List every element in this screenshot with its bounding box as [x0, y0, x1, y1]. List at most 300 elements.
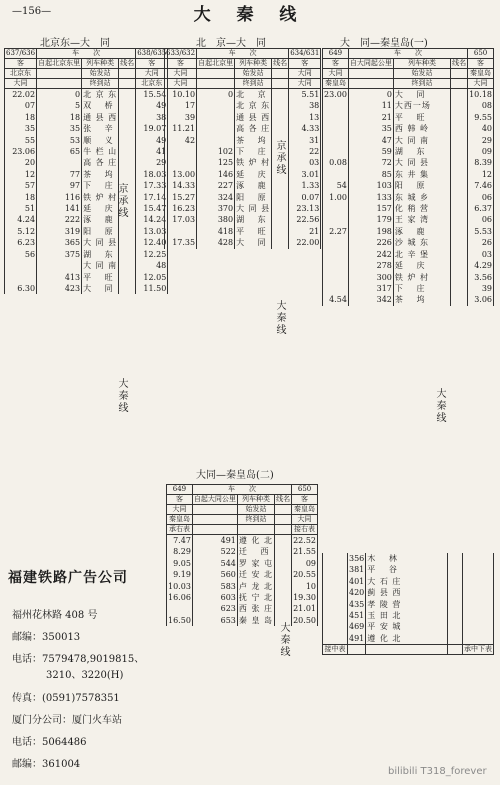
header-dest: 大同 — [165, 79, 197, 89]
time-down — [323, 135, 349, 146]
table-row — [5, 123, 168, 134]
ad-fax: 传真：(0591)7578351 — [12, 693, 120, 704]
time-up: 13 — [289, 112, 321, 123]
train-number-left: 649 — [167, 485, 193, 495]
station: 孝 陵 营 — [366, 599, 448, 610]
km: 0 — [37, 89, 82, 101]
table-row — [323, 146, 494, 157]
table-row — [323, 100, 494, 111]
route — [451, 203, 468, 214]
route-label-jingcheng: 京承线 — [274, 140, 285, 176]
station: 阳 原 — [393, 180, 450, 191]
time-down — [165, 146, 197, 157]
train-header: 车 次 — [37, 49, 136, 59]
station: 平 旺 — [82, 272, 119, 283]
station: 大 同 南 — [83, 261, 118, 271]
station: 双 桥 — [82, 100, 119, 111]
km: 179 — [348, 214, 393, 225]
table-row — [167, 558, 318, 569]
table-row — [167, 535, 318, 547]
route — [275, 558, 292, 569]
timetable-beijing-datong — [164, 48, 321, 249]
route — [119, 260, 136, 271]
table-row — [165, 169, 321, 180]
route — [119, 169, 136, 180]
time-down: 56 — [5, 249, 37, 260]
timetable-beijingdong-datong — [4, 48, 168, 294]
table-row — [323, 169, 494, 180]
time-up: 14.24 — [136, 214, 168, 225]
time-down — [323, 203, 349, 214]
table-row — [323, 599, 494, 610]
km: 11 — [348, 100, 393, 111]
route — [448, 564, 463, 575]
table-row — [167, 592, 318, 603]
time-up: 4.29 — [468, 260, 494, 271]
time-down: 16.23 — [165, 203, 197, 214]
station: 大 同 县 — [393, 157, 450, 168]
km: 5 — [37, 100, 82, 111]
train-number-left: 649 — [323, 49, 349, 59]
train-header: 车 次 — [197, 49, 289, 59]
route — [272, 112, 289, 123]
header-start: 始发站 — [237, 505, 274, 515]
time-up: 26 — [468, 237, 494, 248]
page-number: —156— — [12, 6, 52, 17]
station: 大 同 南 — [393, 135, 450, 146]
time-up: 19.30 — [293, 593, 316, 603]
time-down: 16.50 — [168, 615, 191, 625]
km: 583 — [192, 581, 237, 592]
section-title-4: 大同—秦皇岛(二) — [196, 470, 274, 481]
station: 下 庄 — [393, 283, 450, 294]
station: 大 同 县 — [83, 238, 118, 248]
time-down: 12 — [5, 169, 37, 180]
time-up: 39 — [468, 283, 494, 294]
header-origin: 大同 — [136, 69, 168, 79]
time-down: 20 — [5, 157, 37, 168]
route — [119, 135, 136, 146]
time-up: 03 — [468, 249, 494, 260]
time-up: 3.56 — [468, 272, 494, 283]
table-row — [5, 180, 168, 191]
station: 玉 田 北 — [366, 610, 448, 621]
station: 北 京 东 — [236, 101, 271, 111]
km: 97 — [37, 180, 82, 191]
time-down — [323, 100, 349, 111]
time-down: 23.00 — [324, 90, 347, 99]
route — [275, 581, 292, 592]
route — [119, 123, 136, 134]
station: 迁 安 北 — [238, 570, 273, 580]
time-up: 23.13 — [289, 203, 321, 214]
route — [119, 249, 136, 260]
route — [451, 146, 468, 157]
station: 高 各 庄 — [236, 124, 271, 134]
route — [119, 272, 136, 283]
time-down — [323, 564, 348, 575]
train-header: 车 次 — [192, 485, 291, 495]
route — [451, 226, 468, 237]
km: 370 — [197, 203, 235, 214]
time-up: 49 — [136, 100, 168, 111]
time-down — [323, 283, 349, 294]
km — [37, 157, 82, 168]
table-row — [5, 192, 168, 203]
km: 435 — [349, 599, 365, 609]
header-origin: 秦皇岛 — [292, 505, 318, 515]
time-up — [463, 633, 494, 645]
time-down: 10.03 — [168, 581, 191, 591]
route-label-daqin: 大秦线 — [278, 622, 289, 658]
time-up: 18.03 — [136, 169, 168, 180]
time-down: 4.54 — [323, 294, 349, 305]
km: 125 — [197, 157, 235, 168]
time-up: 5.51 — [289, 89, 321, 101]
station: 下 庄 — [82, 180, 119, 191]
station: 化 稍 营 — [393, 203, 450, 214]
time-down — [323, 576, 348, 587]
station: 平 旺 — [235, 226, 272, 237]
station: 通 县 西 — [236, 112, 271, 122]
time-up: 41 — [136, 146, 168, 157]
time-down — [323, 249, 349, 260]
time-up: 21.55 — [293, 547, 316, 557]
header-origin: 秦皇岛 — [468, 69, 494, 79]
header-origin: 大同 — [323, 69, 349, 79]
time-down — [323, 610, 348, 621]
station: 大 石 庄 — [366, 576, 448, 587]
station: 迁 西 — [237, 546, 274, 557]
time-up: 06 — [468, 192, 494, 203]
continuation-note: 接中表 — [324, 645, 346, 654]
time-up: 08 — [468, 100, 494, 111]
km: 21 — [348, 112, 393, 123]
km: 146 — [197, 169, 235, 180]
time-up: 5.53 — [468, 226, 494, 237]
km: 103 — [348, 180, 393, 191]
km: 418 — [197, 226, 235, 237]
station: 遵 化 北 — [366, 633, 448, 645]
km: 324 — [197, 192, 235, 203]
route — [448, 576, 463, 587]
route — [119, 89, 136, 101]
time-up: 49 — [136, 135, 168, 146]
km: 603 — [192, 592, 237, 603]
station: 阳 原 — [235, 192, 272, 203]
header-start: 始发站 — [82, 69, 119, 79]
route — [451, 135, 468, 146]
table-row — [323, 237, 494, 248]
table-row — [323, 260, 494, 271]
station: 延 庆 — [393, 260, 450, 271]
table-row — [323, 135, 494, 146]
train-number-right: 650 — [292, 485, 318, 495]
time-down: 0.08 — [323, 157, 349, 168]
station: 沙 城 东 — [393, 237, 450, 248]
time-down — [165, 157, 197, 168]
table-row — [167, 603, 318, 614]
header-dest: 大同 — [5, 79, 37, 89]
header-line: 线名 — [276, 495, 291, 503]
watermark: bilibili T318_forever — [388, 766, 487, 777]
km: 65 — [37, 146, 82, 157]
table-row — [323, 633, 494, 645]
time-up: 29 — [136, 157, 168, 168]
km: 401 — [349, 576, 365, 586]
table-row — [165, 214, 321, 225]
km: 278 — [348, 260, 393, 271]
table-row — [323, 610, 494, 621]
station: 铁 炉 村 — [236, 158, 271, 168]
time-up: 21.01 — [293, 604, 316, 614]
time-up: 20.55 — [293, 570, 316, 580]
header-origin: 大同 — [165, 69, 197, 79]
route — [272, 180, 289, 191]
time-down: 16.06 — [168, 593, 191, 603]
time-up: 48 — [136, 260, 168, 271]
time-down: 39 — [165, 112, 197, 123]
time-down: 5.12 — [5, 226, 37, 237]
time-down: 8.29 — [167, 546, 193, 557]
header-start: 始发站 — [235, 69, 272, 79]
time-down: 51 — [5, 203, 37, 214]
station: 抚 宁 北 — [238, 593, 273, 603]
time-down: 15.27 — [165, 192, 197, 203]
time-down: 35 — [5, 123, 37, 134]
time-down — [323, 112, 349, 123]
time-up: 10 — [292, 581, 318, 592]
table-row — [165, 112, 321, 123]
route — [451, 249, 468, 260]
table-row — [323, 283, 494, 294]
station: 木 林 — [366, 553, 448, 564]
time-down — [323, 169, 349, 180]
header-end: 终到站 — [235, 79, 272, 89]
table-row — [165, 203, 321, 214]
table-row — [165, 89, 321, 101]
table-row — [165, 123, 321, 134]
table-row — [165, 237, 321, 248]
table-row — [323, 621, 494, 632]
table-row — [323, 564, 494, 575]
time-down — [323, 214, 349, 225]
time-down: 2.27 — [323, 226, 349, 237]
table-row — [323, 203, 494, 214]
station: 北 京 东 — [83, 90, 118, 99]
time-down: 23.06 — [5, 146, 37, 157]
time-down: 4.24 — [5, 214, 37, 225]
table-row — [323, 226, 494, 237]
time-down: 9.19 — [167, 569, 193, 580]
header-line: 线名 — [273, 59, 288, 67]
time-down: 1.00 — [323, 192, 349, 203]
header-start: 始发站 — [393, 69, 450, 79]
route — [275, 569, 292, 580]
route — [119, 237, 136, 248]
km: 428 — [197, 237, 235, 248]
header-passenger: 客 — [5, 59, 37, 69]
time-up: 3.06 — [468, 294, 494, 305]
time-up: 9.55 — [468, 112, 494, 123]
time-down — [323, 599, 348, 610]
km: 522 — [192, 546, 237, 557]
station: 大 同 县 — [236, 204, 271, 214]
station: 高 各 庄 — [83, 158, 118, 168]
route-label-jingcheng: 京承线 — [116, 183, 127, 219]
km: 356 — [349, 554, 365, 563]
route — [272, 237, 289, 248]
time-up: 22.00 — [289, 237, 321, 248]
header-km: 自起北京东里 — [38, 59, 81, 67]
route — [451, 100, 468, 111]
route — [275, 546, 292, 557]
table-row — [165, 226, 321, 237]
route — [451, 89, 468, 101]
table-row — [5, 249, 168, 260]
time-up: 09 — [292, 558, 318, 569]
time-down — [323, 146, 349, 157]
km: 413 — [37, 272, 82, 283]
route — [272, 123, 289, 134]
table-row — [323, 214, 494, 225]
km: 317 — [348, 283, 393, 294]
time-down — [323, 272, 349, 283]
route — [451, 123, 468, 134]
time-down — [323, 237, 349, 248]
table-row — [323, 180, 494, 191]
km: 381 — [349, 565, 365, 575]
header-line: 线名 — [452, 59, 467, 67]
time-down: 18 — [5, 192, 37, 203]
header-passenger: 客 — [136, 59, 168, 69]
table-row — [323, 553, 494, 564]
time-down — [5, 260, 37, 271]
table-row — [5, 135, 168, 146]
ad-phone-extra: 3210、3220(H) — [46, 670, 124, 681]
train-number-left: 633/632 — [166, 49, 196, 57]
route — [451, 157, 468, 168]
route — [451, 169, 468, 180]
time-down: 22.02 — [5, 89, 37, 101]
route — [272, 226, 289, 237]
table-row — [5, 100, 168, 111]
time-up: 11.50 — [136, 283, 168, 294]
km: 102 — [197, 146, 235, 157]
time-up — [463, 599, 494, 610]
table-row — [165, 157, 321, 168]
station: 东 井 集 — [393, 169, 450, 180]
table-row — [5, 157, 168, 168]
time-down: 9.05 — [167, 558, 193, 569]
route — [119, 112, 136, 123]
route — [448, 599, 463, 610]
time-up: 12.25 — [136, 249, 168, 260]
station: 蓟 县 西 — [366, 587, 448, 598]
table-row — [167, 615, 318, 626]
table-row — [167, 581, 318, 592]
km: 226 — [348, 237, 393, 248]
station: 平 旺 — [393, 112, 450, 123]
km: 18 — [37, 112, 82, 123]
km: 0 — [197, 89, 235, 101]
ad-address: 福州花林路 408 号 — [12, 610, 98, 621]
route — [119, 226, 136, 237]
time-up — [463, 610, 494, 621]
time-up — [463, 553, 494, 564]
route — [275, 592, 292, 603]
km: 653 — [192, 615, 237, 626]
time-up: 38 — [136, 112, 168, 123]
time-up — [463, 576, 494, 587]
header-dest: 大同 — [468, 79, 494, 89]
table-row — [167, 546, 318, 557]
header-type: 列车种类 — [235, 59, 272, 69]
header-dest: 大同 — [289, 79, 321, 89]
time-up: 10.18 — [469, 90, 492, 99]
station: 大 同 — [235, 237, 272, 248]
time-up: 03 — [289, 157, 321, 168]
station: 茶 坞 — [82, 169, 119, 180]
station: 平 安 城 — [366, 621, 448, 632]
km: 85 — [348, 169, 393, 180]
route — [119, 146, 136, 157]
km: 116 — [37, 192, 82, 203]
time-down: 6.30 — [5, 283, 37, 294]
km: 544 — [192, 558, 237, 569]
station: 湖 东 — [235, 214, 272, 225]
route-label-daqin: 大秦线 — [274, 300, 285, 336]
header-passenger: 客 — [292, 495, 318, 505]
time-up: 38 — [289, 100, 321, 111]
station: 卢 龙 北 — [238, 581, 273, 591]
time-down: 13.00 — [165, 169, 197, 180]
time-down — [323, 260, 349, 271]
time-down: 54 — [323, 180, 349, 191]
continuation-note: 承右表 — [167, 525, 193, 535]
header-end: 终到站 — [237, 515, 274, 525]
station: 遵 化 北 — [238, 536, 273, 545]
ad-phone: 电话：7579478,9019815、 — [12, 654, 145, 665]
train-number-right: 638/635 — [137, 49, 167, 57]
station: 顺 义 — [82, 135, 119, 146]
time-down — [5, 272, 37, 283]
km: 47 — [348, 135, 393, 146]
station: 张 辛 — [82, 123, 119, 134]
time-up: 40 — [468, 123, 494, 134]
time-down: 57 — [5, 180, 37, 191]
route — [275, 535, 292, 547]
time-up: 17.14 — [136, 192, 168, 203]
section-title-1: 北京东—大 同 — [40, 38, 110, 49]
time-up: 09 — [468, 146, 494, 157]
station: 茶 坞 — [393, 294, 450, 305]
timetable-datong-qinhuangdao-1 — [322, 48, 494, 306]
header-dest: 秦皇岛 — [323, 79, 349, 89]
route — [272, 214, 289, 225]
km: 53 — [37, 135, 82, 146]
station: 平 谷 — [366, 564, 448, 575]
station: 涿 鹿 — [393, 226, 450, 237]
time-up: 4.33 — [289, 123, 321, 134]
route — [119, 100, 136, 111]
route — [272, 203, 289, 214]
route — [451, 214, 468, 225]
continuation-note: 接右表 — [292, 525, 318, 535]
route-label-daqin: 大秦线 — [116, 378, 127, 414]
header-dest: 大同 — [292, 515, 318, 525]
route — [451, 272, 468, 283]
